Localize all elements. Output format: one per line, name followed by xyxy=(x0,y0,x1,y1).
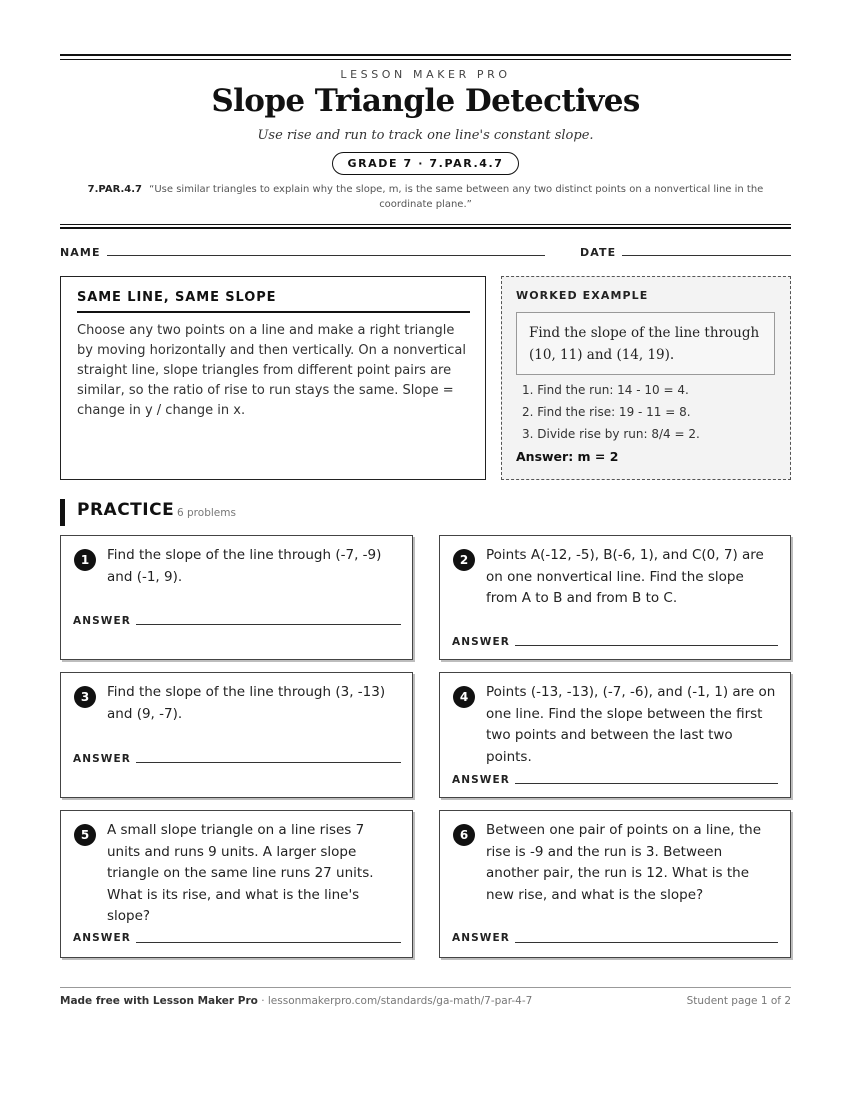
footer-page-number: Student page 1 of 2 xyxy=(686,995,791,1007)
answer-label: ANSWER xyxy=(452,636,510,648)
worked-example-step: 2. Find the rise: 19 - 11 = 8. xyxy=(522,405,691,419)
worked-example-answer: Answer: m = 2 xyxy=(516,449,619,464)
answer-field-4[interactable] xyxy=(515,783,778,784)
worked-example-question: Find the slope of the line through (10, 11) and (14, 19). xyxy=(516,312,775,375)
concept-body: Choose any two points on a line and make a right triangle by moving horizontally and then vertically. On a nonvertical straight line, slope triangles from different point pairs are similar, so the ratio of rise to run stays the same. Slope = change in y / change in x. xyxy=(77,323,466,418)
problem-number: 5 xyxy=(74,824,96,846)
date-label: DATE xyxy=(580,246,617,259)
practice-heading: PRACTICE xyxy=(77,500,175,520)
practice-accent-bar xyxy=(60,499,65,526)
standard-statement xyxy=(60,182,791,212)
answer-field-3[interactable] xyxy=(136,762,401,763)
footer-rule xyxy=(60,987,791,988)
problem-card-4 xyxy=(439,672,791,798)
practice-count: 6 problems xyxy=(177,507,236,519)
standard-code: 7.PAR.4.7 xyxy=(87,184,142,195)
page-title: Slope Triangle Detectives xyxy=(211,83,640,119)
problem-prompt: Find the slope of the line through (-7, -9) and (-1, 9). xyxy=(107,547,382,585)
grade-standard-badge: GRADE 7 · 7.PAR.4.7 xyxy=(332,152,518,175)
answer-field-1[interactable] xyxy=(136,624,401,625)
answer-label: ANSWER xyxy=(73,615,131,627)
worked-example-steps xyxy=(522,379,700,445)
date-field[interactable] xyxy=(622,255,791,256)
page-subtitle: Use rise and run to track one line's constant slope. xyxy=(257,128,594,143)
problem-number: 6 xyxy=(453,824,475,846)
header-top-rule xyxy=(60,54,791,60)
answer-label: ANSWER xyxy=(73,753,131,765)
footer-made-with: Made free with Lesson Maker Pro xyxy=(60,995,258,1007)
answer-field-2[interactable] xyxy=(515,645,778,646)
answer-field-6[interactable] xyxy=(515,942,778,943)
worked-example-step: 3. Divide rise by run: 8/4 = 2. xyxy=(522,427,700,441)
worksheet-page xyxy=(60,0,791,1100)
header-bottom-rule xyxy=(60,224,791,229)
problem-card-2 xyxy=(439,535,791,660)
problem-card-3 xyxy=(60,672,413,798)
footer-credit xyxy=(60,995,532,1007)
answer-label: ANSWER xyxy=(73,932,131,944)
problem-number: 3 xyxy=(74,686,96,708)
problem-prompt: Between one pair of points on a line, the rise is -9 and the run is 3. Between another pair, the run is 12. What is the new rise, and what is the slope? xyxy=(486,822,762,903)
problem-prompt: Points A(-12, -5), B(-6, 1), and C(0, 7) are on one nonvertical line. Find the slope from A to B and from B to C. xyxy=(486,547,764,606)
worked-example-heading: WORKED EXAMPLE xyxy=(516,289,649,302)
standard-text: “Use similar triangles to explain why the slope, m, is the same between any two distinct points on a nonvertical line in the coordinate plane.” xyxy=(149,184,764,210)
worked-example-box xyxy=(501,276,791,480)
problem-card-5 xyxy=(60,810,413,958)
problem-prompt: A small slope triangle on a line rises 7 units and runs 9 units. A larger slope triangle on the same line runs 27 units. What is its rise, and what is the line's slope? xyxy=(107,822,374,924)
answer-field-5[interactable] xyxy=(136,942,401,943)
worked-example-step: 1. Find the run: 14 - 10 = 4. xyxy=(522,383,689,397)
problem-prompt: Find the slope of the line through (3, -13) and (9, -7). xyxy=(107,684,386,722)
brand-name: LESSON MAKER PRO xyxy=(340,68,511,81)
problem-card-6 xyxy=(439,810,791,958)
name-label: NAME xyxy=(60,246,101,259)
problem-card-1 xyxy=(60,535,413,660)
concept-box xyxy=(60,276,486,480)
problem-prompt: Points (-13, -13), (-7, -6), and (-1, 1) are on one line. Find the slope between the first two points and between the last two points. xyxy=(486,684,776,765)
name-field[interactable] xyxy=(107,255,545,256)
problem-number: 4 xyxy=(453,686,475,708)
answer-label: ANSWER xyxy=(452,932,510,944)
problem-number: 1 xyxy=(74,549,96,571)
footer-url[interactable]: · lessonmakerpro.com/standards/ga-math/7-par-4-7 xyxy=(257,995,533,1007)
concept-heading: SAME LINE, SAME SLOPE xyxy=(77,290,470,313)
answer-label: ANSWER xyxy=(452,774,510,786)
problem-number: 2 xyxy=(453,549,475,571)
